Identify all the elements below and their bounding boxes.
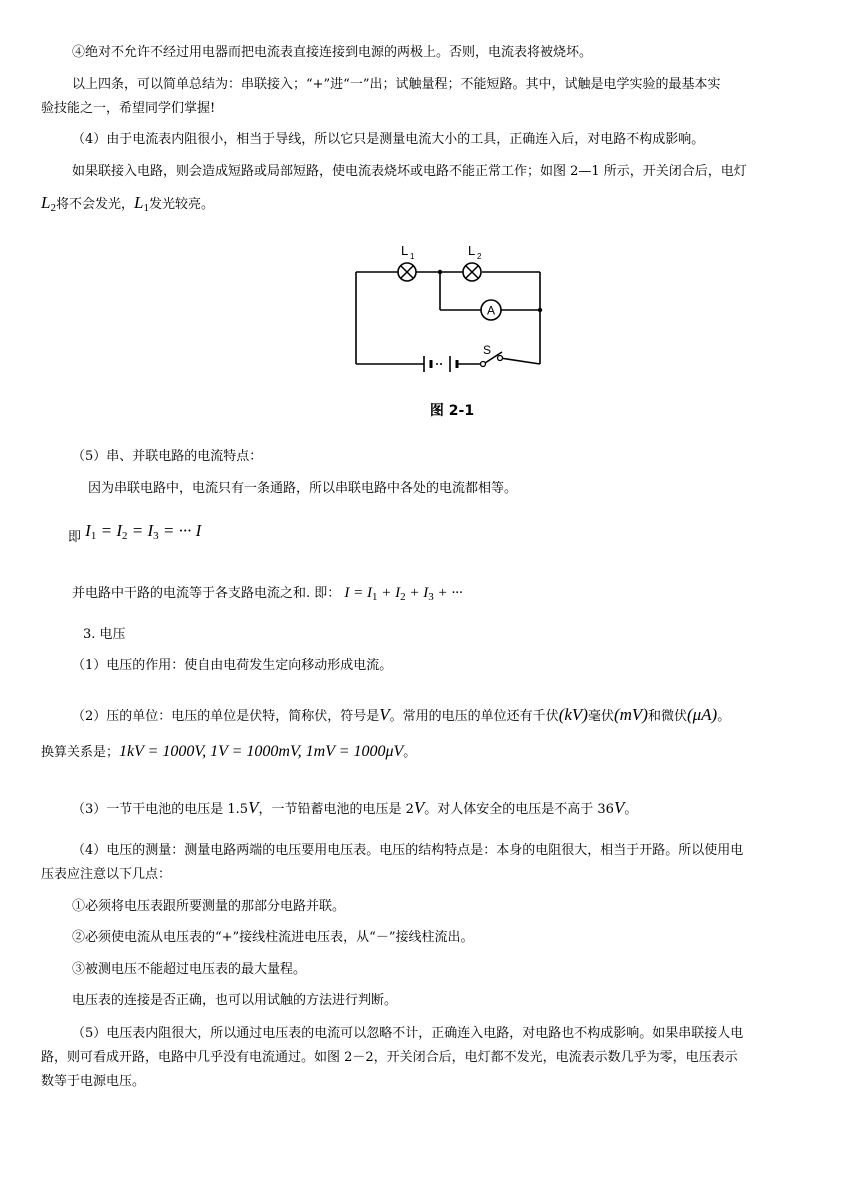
junction-dot-left: [438, 270, 442, 274]
rule-item-3: ③被测电压不能超过电压表的最大量程。: [72, 962, 307, 977]
ammeter-label: A: [486, 303, 496, 318]
formula-conversion: 1kV = 1000V, 1V = 1000mV, 1mV = 1000μV: [119, 743, 404, 760]
paragraph-voltage-measure-line2: 压表应注意以下几点：: [41, 867, 172, 882]
paragraph-voltmeter-line2: 路，则可看成开路，电路中几乎没有电流通过。如图 2－2，开关闭合后，电灯都不发光，电流表示数几乎为零，电压表示: [41, 1050, 738, 1065]
paragraph-conversion: 换算关系是；1kV = 1000V, 1V = 1000mV, 1mV = 1000μV。: [41, 743, 417, 760]
paragraph-parallel-line2: $L_2$将不会发光，$L_1$发光较亮。: [41, 193, 214, 214]
figure-caption: 图 2-1: [429, 403, 475, 419]
label-l2: L: [468, 243, 476, 258]
paragraph-parallel-line1: 如果联接入电路，则会造成短路或局部短路，使电流表烧坏或电路不能正常工作；如图 2—1 所示，开关闭合后，电灯: [72, 164, 747, 179]
paragraph-voltage-units: （2）压的单位：电压的单位是伏特，简称伏，符号是V。常用的电压的单位还有千伏(kV)毫伏(mV)和微伏(μA)。: [72, 705, 731, 724]
equation-series-current: 即 $I_1 = I_2 = I_3$ = ··· I: [68, 521, 202, 545]
paragraph-voltmeter-line3: 数等于电源电压。: [41, 1074, 146, 1089]
rule-item-1: ①必须将电压表跟所要测量的那部分电路并联。: [72, 899, 346, 914]
rule-item-2: ②必须使电流从电压表的“+”接线柱流进电压表，从“－”接线柱流出。: [72, 930, 474, 945]
label-l1-sub: 1: [410, 252, 415, 261]
paragraph-voltage-function: （1）电压的作用：使自由电荷发生定向移动形成电流。: [72, 658, 393, 673]
paragraph-series-current: 因为串联电路中，电流只有一条通路，所以串联电路中各处的电流都相等。: [88, 481, 518, 496]
formula-series: $I_1 = I_2 = I_3$ = ··· I: [85, 521, 202, 542]
label-l2-sub: 2: [477, 252, 482, 261]
paragraph-summary-line1: 以上四条，可以简单总结为：串联接入；“+”进“一”出；试触量程；不能短路。其中，试触是电学实验的最基本实: [72, 77, 721, 92]
paragraph-parallel-current: 并电路中干路的电流等于各支路电流之和. 即： $I = I_1 + I_2 + I_3$ + ···: [72, 585, 463, 603]
symbol-l1: $L_1$: [133, 193, 149, 214]
circuit-figure-2-1: [350, 232, 550, 422]
paragraph-rule-4: ④绝对不允许不经过用电器而把电流表直接连接到电源的两极上。否则，电流表将被烧坏。: [72, 45, 593, 60]
section-heading-voltage: 3. 电压: [83, 627, 126, 642]
battery-icon: [424, 356, 457, 372]
formula-parallel: $I = I_1 + I_2 + I_3$ + ···: [344, 585, 463, 603]
lamp-l1-icon: [398, 263, 416, 281]
label-l1: L: [401, 243, 409, 258]
paragraph-ammeter-resistance: （4）由于电流表内阻很小，相当于导线，所以它只是测量电流大小的工具，正确连入后，对电路不构成影响。: [72, 132, 705, 147]
junction-dot-right: [538, 308, 542, 312]
symbol-l2: $L_2$: [41, 193, 56, 214]
paragraph-current-features: （5）串、并联电路的电流特点：: [72, 449, 263, 464]
paragraph-voltmeter-line1: （5）电压表内阻很大，所以通过电压表的电流可以忽略不计，正确连入电路，对电路也不构成影响。如果串联接人电: [72, 1026, 744, 1041]
ammeter-icon: [481, 300, 501, 320]
label-switch: S: [483, 343, 492, 357]
paragraph-battery-voltage: （3）一节干电池的电压是 1.5V，一节铅蓄电池的电压是 2V。对人体安全的电压是不高于 36V。: [72, 798, 638, 817]
lamp-l2-icon: [463, 263, 481, 281]
paragraph-summary-line2: 验技能之一，希望同学们掌握!: [41, 101, 216, 116]
paragraph-trial-contact: 电压表的连接是否正确，也可以用试触的方法进行判断。: [72, 993, 398, 1008]
paragraph-voltage-measure-line1: （4）电压的测量：测量电路两端的电压要用电压表。电压的结构特点是：本身的电阻很大，相当于开路。所以使用电: [72, 843, 744, 858]
